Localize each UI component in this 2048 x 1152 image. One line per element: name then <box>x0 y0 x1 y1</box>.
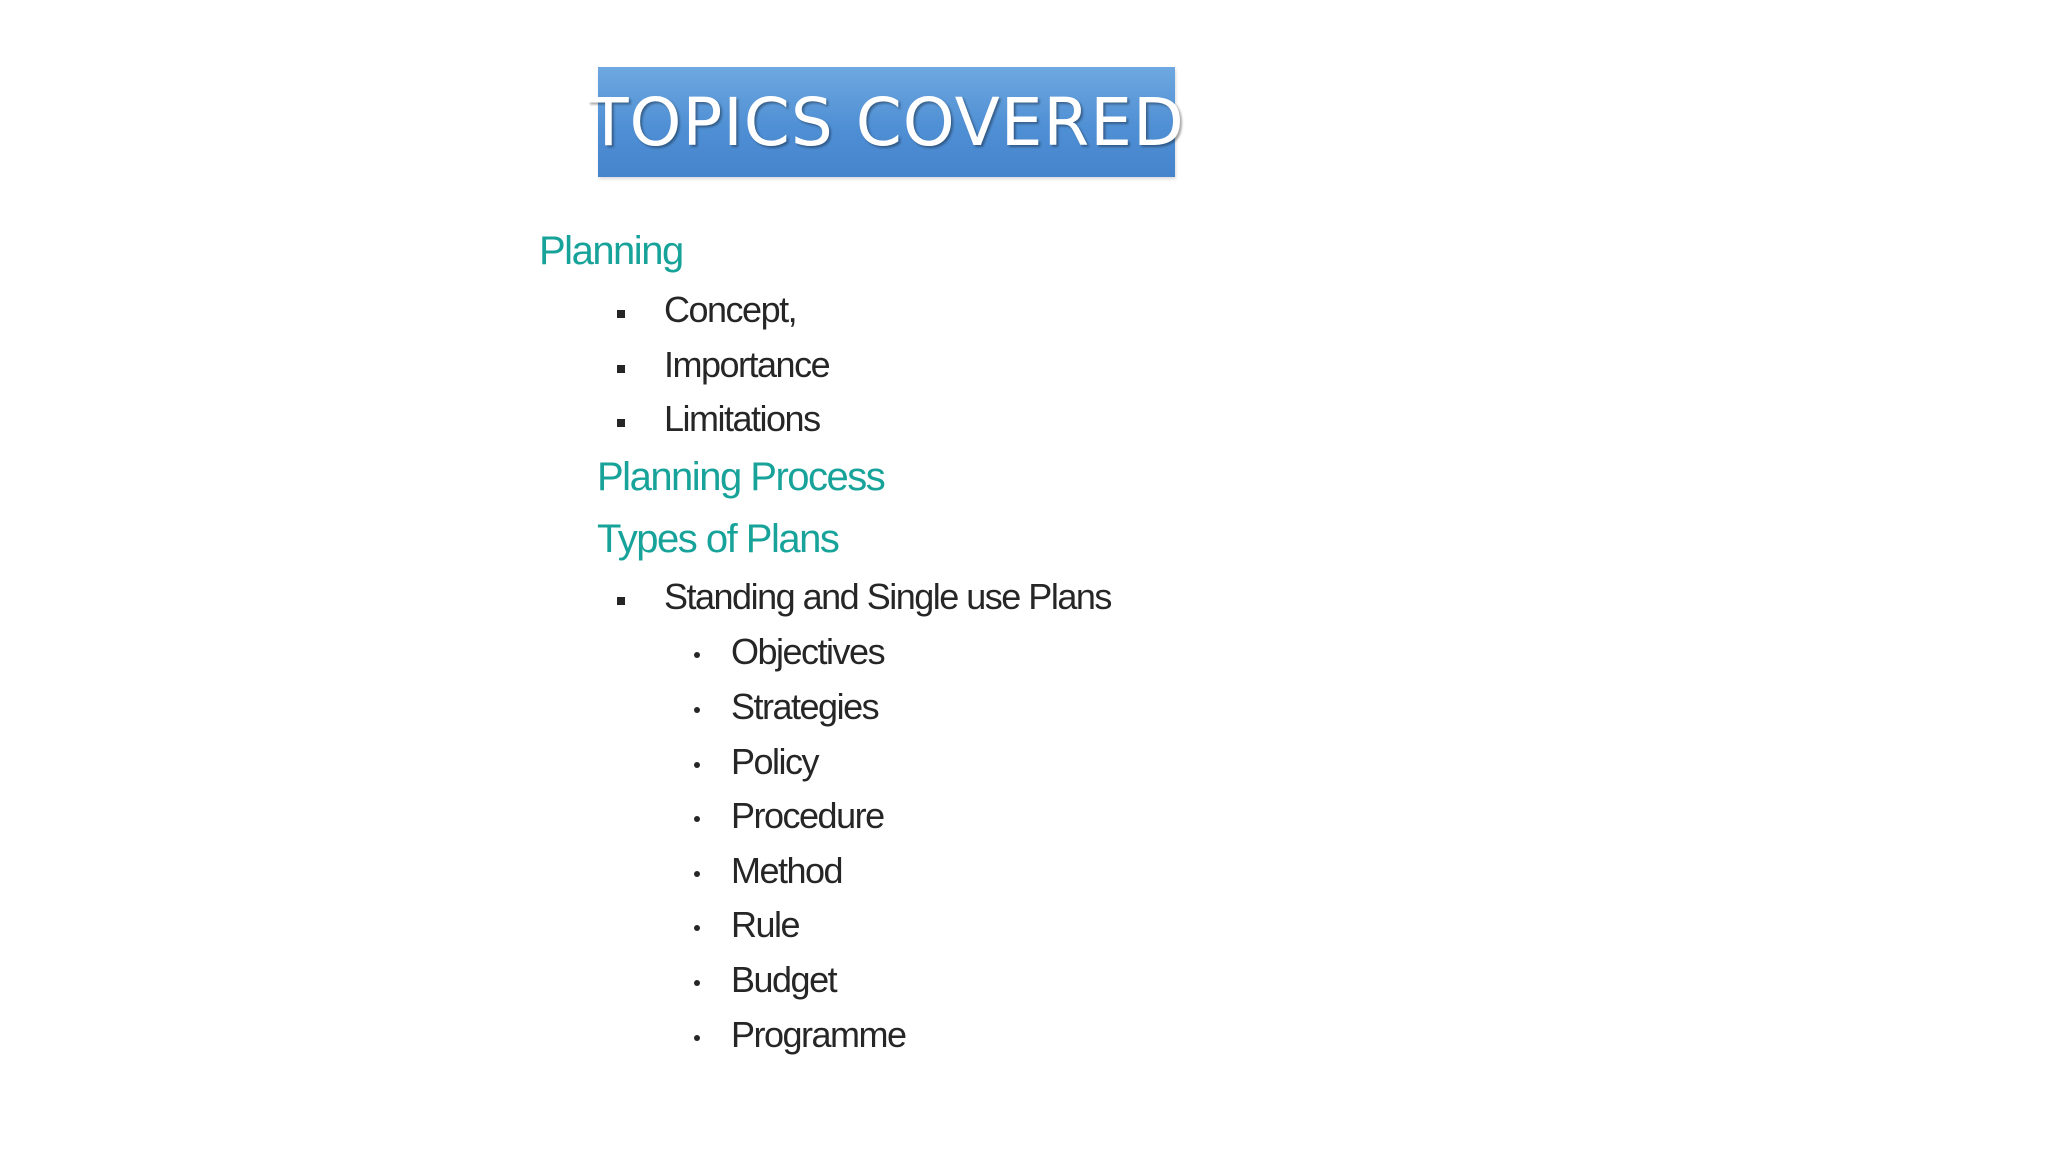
round-bullet-icon <box>694 652 700 658</box>
slide-title: TOPICS COVERED <box>588 83 1185 161</box>
sub-list-item: Method <box>731 850 843 891</box>
round-bullet-icon <box>694 762 700 768</box>
round-bullet-icon <box>694 980 700 986</box>
sub-list-item: Policy <box>731 741 819 782</box>
title-banner <box>588 67 1185 177</box>
sub-list-item: Strategies <box>731 686 879 727</box>
list-item: Concept, <box>664 289 797 330</box>
sub-list-item: Budget <box>731 959 837 1000</box>
round-bullet-icon <box>694 816 700 822</box>
square-bullet-icon <box>617 310 625 318</box>
square-bullet-icon <box>617 365 625 373</box>
heading-planning-process: Planning Process <box>597 455 885 499</box>
round-bullet-icon <box>694 707 700 713</box>
square-bullet-icon <box>617 597 625 605</box>
round-bullet-icon <box>694 871 700 877</box>
list-item: Importance <box>664 344 830 385</box>
sub-list-item: Objectives <box>731 631 885 672</box>
square-bullet-icon <box>617 419 625 427</box>
heading-planning: Planning <box>539 229 683 273</box>
round-bullet-icon <box>694 925 700 931</box>
round-bullet-icon <box>694 1035 700 1041</box>
sub-list-item: Programme <box>731 1014 906 1055</box>
sub-list-item: Procedure <box>731 795 884 836</box>
list-item: Standing and Single use Plans <box>664 576 1111 617</box>
list-item: Limitations <box>664 398 820 439</box>
heading-types-of-plans: Types of Plans <box>597 517 839 561</box>
sub-list-item: Rule <box>731 904 800 945</box>
